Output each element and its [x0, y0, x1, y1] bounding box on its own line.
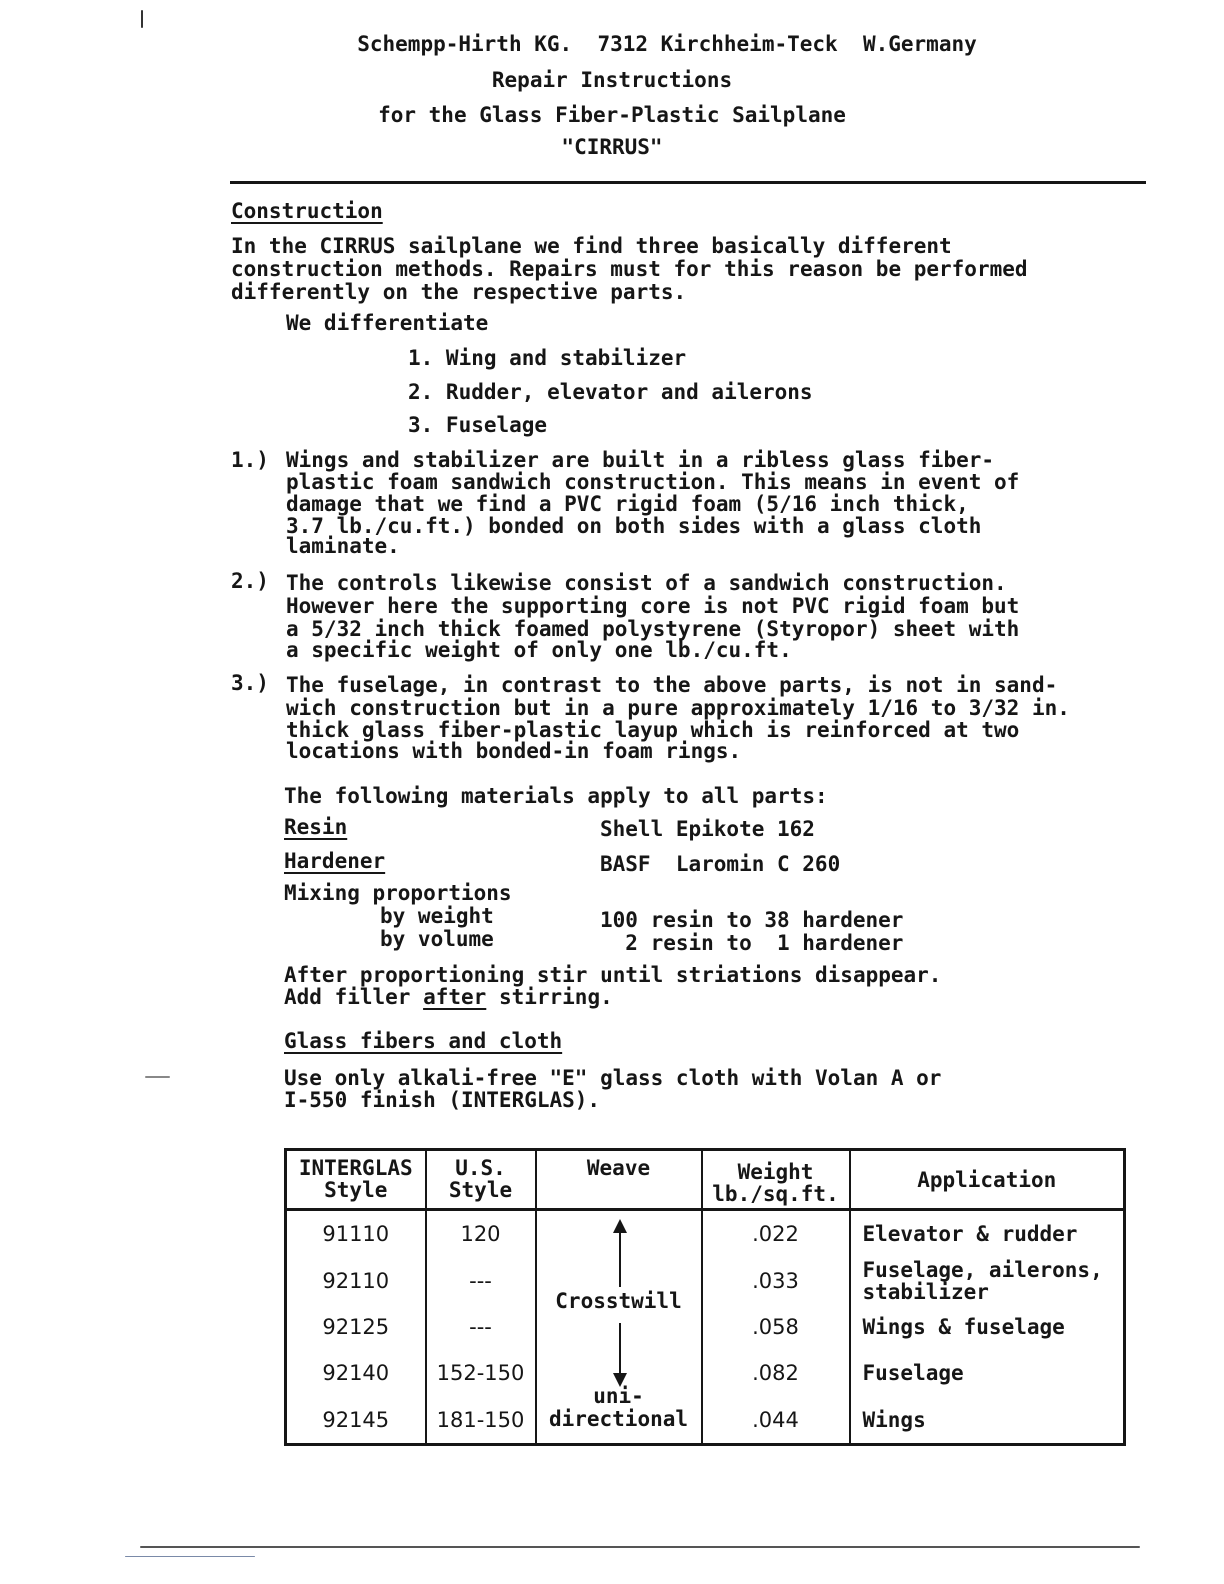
item-3-line: locations with bonded-in foam rings.	[286, 739, 742, 763]
scan-mark	[141, 10, 143, 28]
cell-us-style: ---	[426, 1304, 536, 1350]
header-text: Weight	[737, 1160, 814, 1184]
list-item: 1. Wing and stabilizer	[408, 346, 687, 370]
item-2-line: a 5/32 inch thick foamed polystyrene (Styropor) sheet with	[286, 617, 1020, 641]
header-text: Style	[324, 1178, 388, 1202]
table-row	[286, 1257, 1125, 1303]
cell-application	[850, 1397, 1125, 1445]
header-text: Style	[448, 1178, 513, 1202]
scan-mark	[145, 1076, 170, 1078]
scan-edge-line	[125, 1556, 255, 1557]
cell-style: 91110	[286, 1210, 426, 1258]
list-item: 2. Rudder, elevator and ailerons	[408, 380, 813, 404]
after-line-2a: Add filler	[284, 985, 424, 1009]
by-volume-label: by volume	[380, 927, 494, 951]
cell-us-style: ---	[426, 1257, 536, 1303]
app-text: stabilizer	[862, 1279, 989, 1304]
header-rule	[230, 181, 1146, 184]
cell-weave	[536, 1210, 702, 1445]
item-3-line: The fuselage, in contrast to the above parts, is not in sand-	[286, 673, 1058, 697]
construction-heading: Construction	[231, 199, 383, 223]
item-3-line: thick glass fiber-plastic layup which is reinforced at two	[286, 718, 1020, 742]
item-2-line: The controls likewise consist of a sandwich construction.	[286, 571, 1007, 595]
table-row	[286, 1210, 1125, 1258]
by-weight-value: 100 resin to 38 hardener	[600, 908, 904, 932]
item-1-line: damage that we find a PVC rigid foam (5/16 inch thick,	[286, 492, 969, 516]
mixing-label: Mixing proportions	[284, 881, 512, 905]
resin-label: Resin	[284, 815, 348, 839]
item-number: 3.)	[231, 671, 269, 695]
item-3-line: wich construction but in a pure approximately 1/16 to 3/32 in.	[286, 696, 1070, 720]
item-number: 1.)	[231, 448, 269, 472]
header-text: lb./sq.ft.	[712, 1182, 839, 1206]
materials-intro: The following materials apply to all parts:	[284, 784, 828, 808]
item-1-line: 3.7 lb./cu.ft.) bonded on both sides with a glass cloth	[286, 514, 982, 538]
differentiate-text: We differentiate	[286, 311, 489, 335]
cell-style: 92110	[286, 1257, 426, 1303]
item-2-line: However here the supporting core is not PVC rigid foam but	[286, 594, 1020, 618]
after-line-1: After proportioning stir until striations disappear.	[284, 963, 942, 987]
col-header-interglas	[286, 1150, 426, 1210]
header-text: INTERGLAS	[298, 1156, 413, 1180]
cell-application	[850, 1257, 1125, 1303]
intro-line-1: In the CIRRUS sailplane we find three basically different	[231, 234, 952, 258]
cell-style: 92140	[286, 1350, 426, 1396]
cell-style: 92125	[286, 1304, 426, 1350]
by-weight-label: by weight	[380, 904, 494, 928]
weave-directional: directional	[548, 1407, 689, 1431]
glass-cloth-table	[284, 1148, 1126, 1446]
header-model: "CIRRUS"	[561, 135, 663, 159]
glass-line-2: I-550 finish (INTERGLAS).	[284, 1088, 601, 1112]
scan-edge-line	[140, 1546, 1140, 1548]
app-text: Fuselage	[862, 1361, 964, 1386]
table-row	[286, 1304, 1125, 1350]
app-text: Wings & fuselage	[862, 1314, 1065, 1339]
col-header-us-style	[426, 1150, 536, 1210]
cell-style: 92145	[286, 1397, 426, 1445]
col-header-weave: Weave	[536, 1150, 702, 1210]
item-2-line: a specific weight of only one lb./cu.ft.	[286, 638, 792, 662]
glass-line-1: Use only alkali-free "E" glass cloth with Volan A or	[284, 1066, 942, 1090]
glass-heading: Glass fibers and cloth	[284, 1029, 563, 1053]
header-company: Schempp-Hirth KG. 7312 Kirchheim-Teck W.Germany	[357, 32, 977, 56]
weave-uni: uni-	[593, 1384, 644, 1408]
cell-weight: .058	[702, 1304, 850, 1350]
intro-line-3: differently on the respective parts.	[231, 280, 687, 304]
item-1-line: laminate.	[286, 534, 400, 558]
intro-line-2: construction methods. Repairs must for this reason be performed	[231, 257, 1028, 281]
after-emphasis: after	[423, 985, 487, 1009]
after-line-2c: stirring.	[486, 985, 613, 1009]
cell-weight: .033	[702, 1257, 850, 1303]
table-row	[286, 1397, 1125, 1445]
hardener-label: Hardener	[284, 849, 386, 873]
after-line-2	[284, 987, 613, 1008]
cell-application	[850, 1350, 1125, 1396]
item-number: 2.)	[231, 569, 269, 593]
list-item: 3. Fuselage	[408, 413, 548, 437]
arrow-shaft	[619, 1229, 621, 1287]
table-row	[286, 1350, 1125, 1396]
header-subtitle: for the Glass Fiber-Plastic Sailplane	[378, 103, 846, 127]
cell-us-style: 181-150	[426, 1397, 536, 1445]
hardener-value: BASF Laromin C 260	[600, 852, 841, 876]
app-text: Fuselage, ailerons,	[862, 1257, 1103, 1282]
app-text: Wings	[862, 1407, 926, 1432]
table-header-row	[286, 1150, 1125, 1210]
header-title: Repair Instructions	[491, 68, 733, 92]
col-header-application: Application	[850, 1150, 1125, 1210]
app-text: Elevator & rudder	[862, 1222, 1078, 1247]
resin-value: Shell Epikote 162	[600, 817, 815, 841]
by-volume-value: 2 resin to 1 hardener	[600, 931, 904, 955]
cell-weight: .082	[702, 1350, 850, 1396]
arrow-shaft	[619, 1323, 621, 1375]
cell-weight: .022	[702, 1210, 850, 1258]
weave-crosstwill: Crosstwill	[555, 1289, 682, 1313]
header-text: U.S.	[455, 1156, 506, 1180]
cell-us-style: 152-150	[426, 1350, 536, 1396]
cell-application	[850, 1210, 1125, 1258]
item-1-line: plastic foam sandwich construction. This means in event of	[286, 470, 1020, 494]
col-header-weight	[702, 1150, 850, 1210]
cell-application	[850, 1304, 1125, 1350]
cell-weight: .044	[702, 1397, 850, 1445]
cell-us-style: 120	[426, 1210, 536, 1258]
item-1-line: Wings and stabilizer are built in a ribless glass fiber-	[286, 448, 995, 472]
